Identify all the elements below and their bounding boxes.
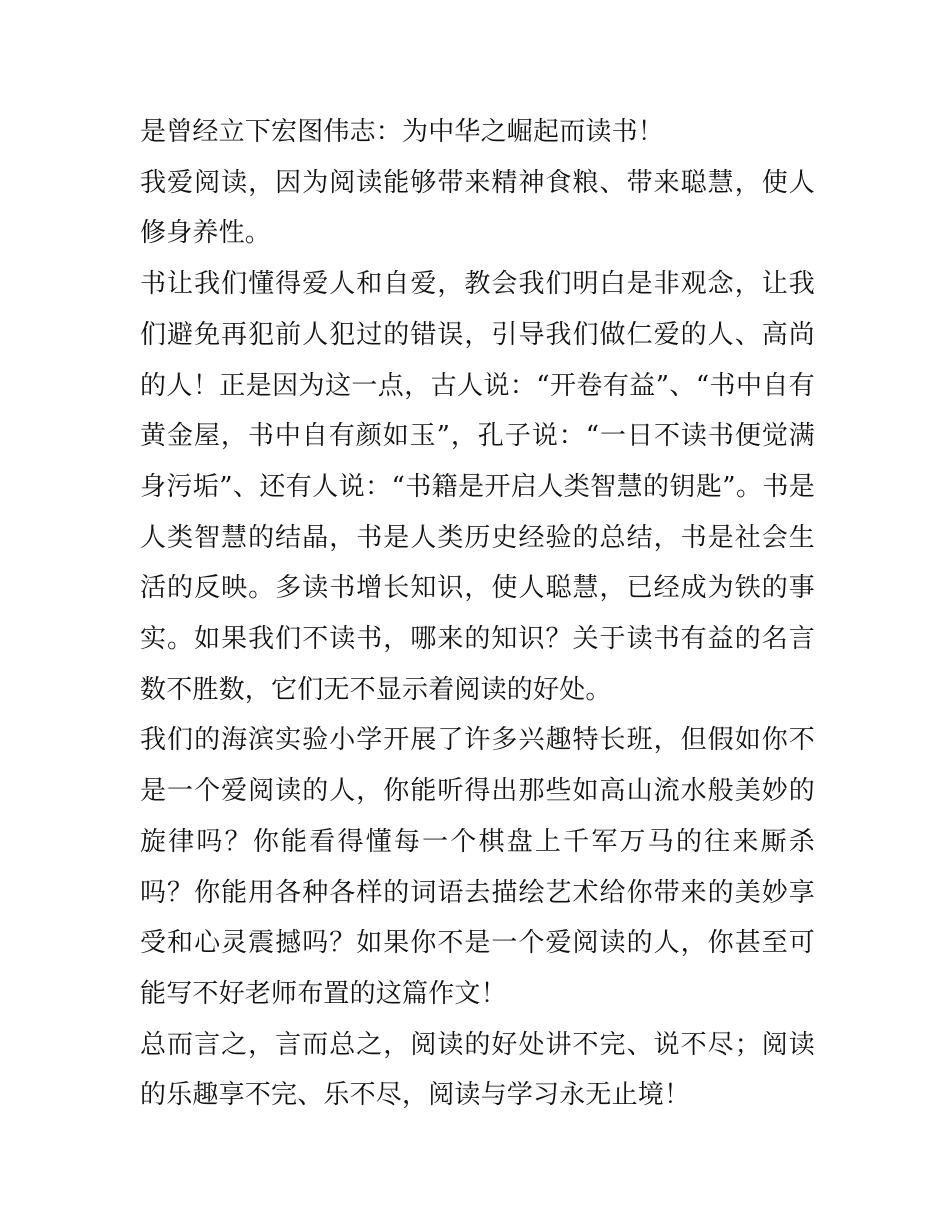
paragraph-4: 我们的海滨实验小学开展了许多兴趣特长班，但假如你不是一个爱阅读的人，你能听得出那些如高山流水般美妙的旋律吗？你能看得懂每一个棋盘上千军万马的往来厮杀吗？你能用各种各样的词语去描绘艺术给你带来的美妙享受和心灵震撼吗？如果你不是一个爱阅读的人，你甚至可能写不好老师布置的这篇作文！ — [140, 725, 815, 1009]
paragraph-5: 总而言之，言而总之，阅读的好处讲不完、说不尽；阅读的乐趣享不完、乐不尽，阅读与学习永无止境！ — [140, 1029, 815, 1111]
paragraph-3: 书让我们懂得爱人和自爱，教会我们明白是非观念，让我们避免再犯前人犯过的错误，引导我们做仁爱的人、高尚的人！正是因为这一点，古人说：“开卷有益”、“书中自有黄金屋，书中自有颜如玉”，孔子说：“一日不读书便觉满身污垢”、还有人说：“书籍是开启人类智慧的钥匙”。书是人类智慧的结晶，书是人类历史经验的总结，书是社会生活的反映。多读书增长知识，使人聪慧，已经成为铁的事实。如果我们不读书，哪来的知识？关于读书有益的名言数不胜数，它们无不显示着阅读的好处。 — [140, 269, 815, 705]
paragraph-2: 我爱阅读，因为阅读能够带来精神食粮、带来聪慧，使人修身养性。 — [140, 167, 815, 249]
paragraph-1: 是曾经立下宏图伟志：为中华之崛起而读书！ — [140, 117, 665, 147]
document-body — [140, 107, 815, 1121]
